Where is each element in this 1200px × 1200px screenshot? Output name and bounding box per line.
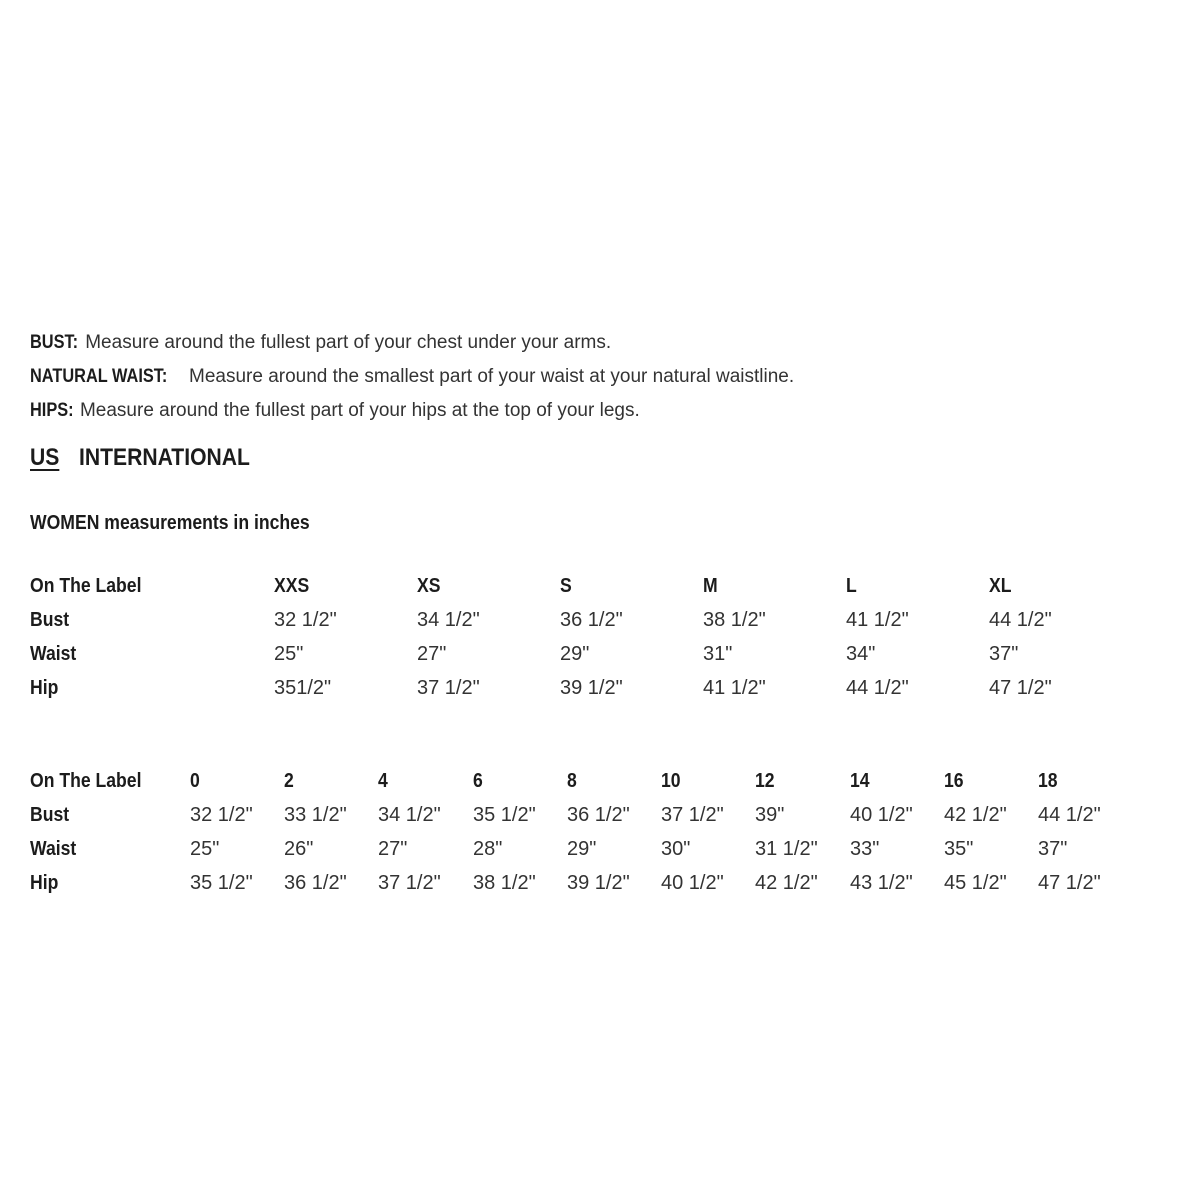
numeric-cell: 35 1/2"	[473, 804, 536, 826]
numeric-cell: 43 1/2"	[850, 872, 913, 894]
numeric-cell: 39 1/2"	[567, 872, 630, 894]
numeric-size-header: 8	[567, 770, 577, 792]
waist-text: Measure around the smallest part of your waist at your natural waistline.	[183, 366, 795, 387]
letter-cell: 37 1/2"	[417, 677, 480, 699]
numeric-cell: 29"	[567, 838, 597, 860]
numeric-cell: 37 1/2"	[661, 804, 724, 826]
numeric-row-label: Bust	[30, 804, 70, 826]
numeric-cell: 33"	[850, 838, 880, 860]
tab-us[interactable]: US	[30, 444, 60, 471]
hips-term: HIPS:	[30, 400, 74, 421]
letter-cell: 25"	[274, 643, 304, 665]
numeric-row-label: Hip	[30, 872, 59, 894]
letter-row-label: Waist	[30, 643, 77, 665]
letter-cell: 27"	[417, 643, 447, 665]
numeric-cell: 36 1/2"	[284, 872, 347, 894]
bust-term: BUST:	[30, 332, 79, 353]
numeric-cell: 27"	[378, 838, 408, 860]
numeric-cell: 39"	[755, 804, 785, 826]
letter-cell: 31"	[703, 643, 733, 665]
numeric-size-header: 0	[190, 770, 200, 792]
waist-term: NATURAL WAIST:	[30, 366, 168, 387]
letter-size-header: XL	[989, 575, 1012, 597]
numeric-header-label: On The Label	[30, 770, 142, 792]
letter-cell: 351/2"	[274, 677, 332, 699]
numeric-cell: 25"	[190, 838, 220, 860]
numeric-cell: 28"	[473, 838, 503, 860]
numeric-cell: 36 1/2"	[567, 804, 630, 826]
numeric-cell: 37 1/2"	[378, 872, 441, 894]
numeric-cell: 47 1/2"	[1038, 872, 1101, 894]
letter-size-header: L	[846, 575, 857, 597]
waist-definition	[30, 360, 1180, 394]
letter-cell: 39 1/2"	[560, 677, 623, 699]
letter-cell: 32 1/2"	[274, 609, 337, 631]
region-tabs	[30, 444, 250, 478]
letter-cell: 44 1/2"	[989, 609, 1052, 631]
numeric-cell: 40 1/2"	[850, 804, 913, 826]
measurement-definitions	[30, 326, 1180, 428]
numeric-size-header: 2	[284, 770, 294, 792]
letter-cell: 36 1/2"	[560, 609, 623, 631]
numeric-cell: 35 1/2"	[190, 872, 253, 894]
numeric-size-header: 14	[850, 770, 870, 792]
letter-cell: 41 1/2"	[703, 677, 766, 699]
numeric-cell: 26"	[284, 838, 314, 860]
letter-row-label: Hip	[30, 677, 59, 699]
numeric-cell: 31 1/2"	[755, 838, 818, 860]
letter-cell: 37"	[989, 643, 1019, 665]
numeric-cell: 42 1/2"	[755, 872, 818, 894]
numeric-size-header: 4	[378, 770, 388, 792]
letter-size-header: M	[703, 575, 718, 597]
letter-cell: 34"	[846, 643, 876, 665]
numeric-cell: 40 1/2"	[661, 872, 724, 894]
letter-cell: 44 1/2"	[846, 677, 909, 699]
section-title: WOMEN measurements in inches	[30, 512, 310, 534]
numeric-cell: 37"	[1038, 838, 1068, 860]
numeric-row-label: Waist	[30, 838, 77, 860]
letter-cell: 41 1/2"	[846, 609, 909, 631]
letter-cell: 34 1/2"	[417, 609, 480, 631]
letter-cell: 38 1/2"	[703, 609, 766, 631]
numeric-size-header: 10	[661, 770, 681, 792]
numeric-cell: 34 1/2"	[378, 804, 441, 826]
letter-size-header: XS	[417, 575, 441, 597]
hips-text: Measure around the fullest part of your hips at the top of your legs.	[74, 400, 640, 421]
letter-row-label: Bust	[30, 609, 70, 631]
numeric-cell: 32 1/2"	[190, 804, 253, 826]
numeric-size-header: 16	[944, 770, 964, 792]
bust-text: Measure around the fullest part of your chest under your arms.	[79, 332, 612, 353]
numeric-cell: 33 1/2"	[284, 804, 347, 826]
numeric-size-header: 12	[755, 770, 775, 792]
letter-header-label: On The Label	[30, 575, 142, 597]
hips-definition	[30, 394, 1180, 428]
numeric-cell: 42 1/2"	[944, 804, 1007, 826]
numeric-cell: 35"	[944, 838, 974, 860]
letter-size-header: S	[560, 575, 572, 597]
numeric-cell: 38 1/2"	[473, 872, 536, 894]
numeric-size-header: 18	[1038, 770, 1058, 792]
tab-international[interactable]: INTERNATIONAL	[79, 444, 250, 471]
numeric-size-header: 6	[473, 770, 483, 792]
numeric-cell: 30"	[661, 838, 691, 860]
letter-cell: 29"	[560, 643, 590, 665]
letter-size-header: XXS	[274, 575, 310, 597]
numeric-cell: 44 1/2"	[1038, 804, 1101, 826]
numeric-cell: 45 1/2"	[944, 872, 1007, 894]
letter-cell: 47 1/2"	[989, 677, 1052, 699]
bust-definition	[30, 326, 1180, 360]
